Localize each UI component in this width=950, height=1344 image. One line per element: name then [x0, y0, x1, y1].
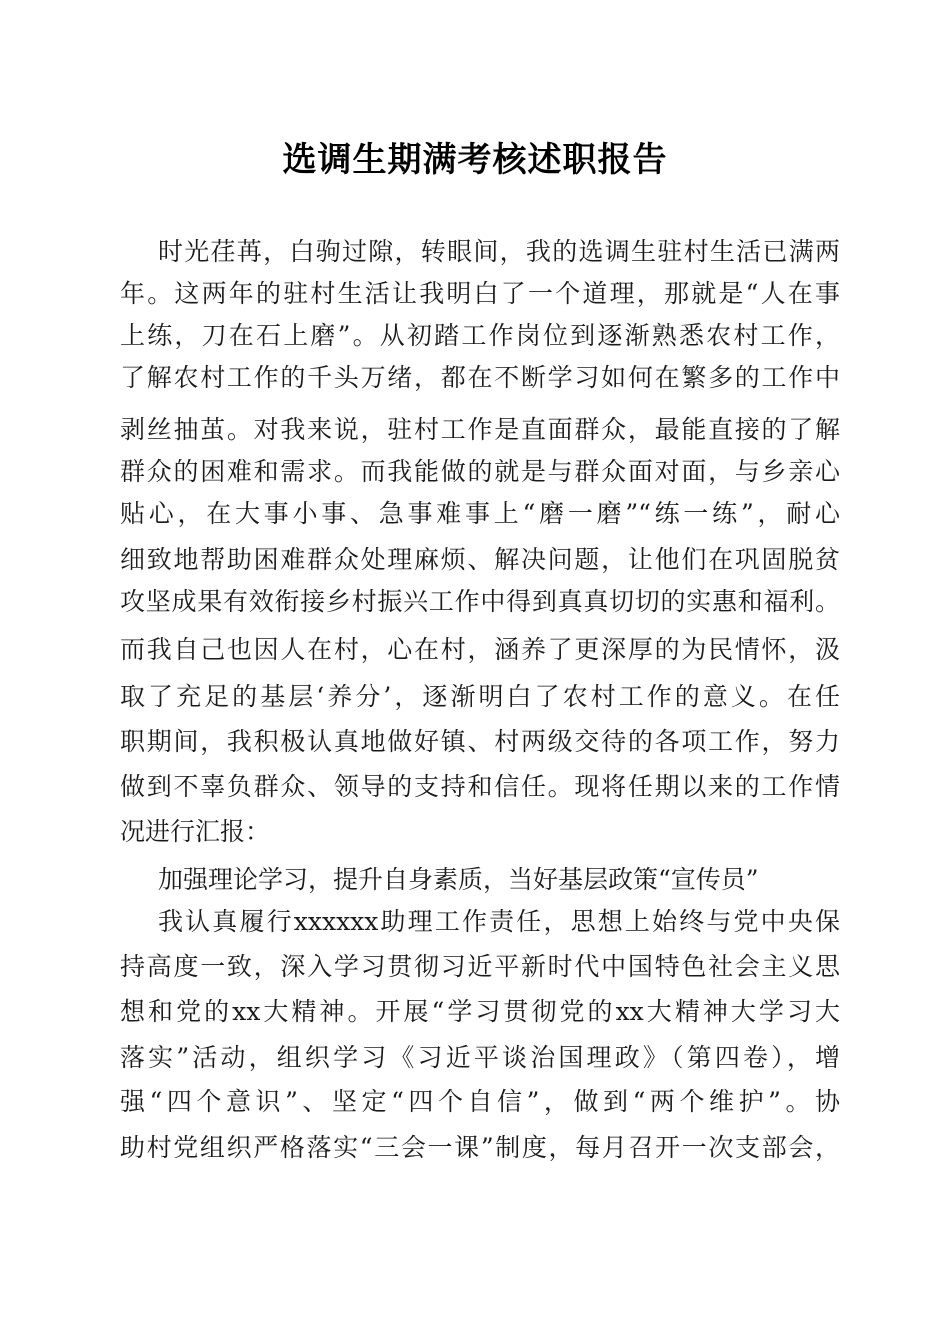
paragraph-line-17: 想和党的xx大精神。开展“学习贯彻党的xx大精神大学习大 — [120, 997, 840, 1026]
paragraph-line-7: 贴心，在大事小事、急事难事上“磨一磨”“练一练”，耐心 — [120, 499, 840, 528]
paragraph-line-11: 取了充足的基层‘养分’，逐渐明白了农村工作的意义。在任 — [120, 682, 840, 711]
paragraph-line-4: 了解农村工作的千头万绪，都在不断学习如何在繁多的工作中 — [120, 363, 840, 392]
section-heading: 加强理论学习，提升自身素质，当好基层政策“宣传员” — [158, 865, 759, 894]
paragraph-line-19: 强“四个意识”、坚定“四个自信”，做到“两个维护”。协 — [120, 1087, 840, 1116]
paragraph-line-1: 时光荏苒，白驹过隙，转眼间，我的选调生驻村生活已满两 — [158, 237, 840, 266]
paragraph-line-14: 况进行汇报： — [120, 817, 271, 846]
paragraph-line-18: 落实”活动，组织学习《习近平谈治国理政》（第四卷），增 — [120, 1043, 840, 1072]
paragraph-line-5: 剥丝抽茧。对我来说，驻村工作是直面群众，最能直接的了解 — [120, 415, 840, 444]
paragraph-line-8: 细致地帮助困难群众处理麻烦、解决问题，让他们在巩固脱贫 — [120, 545, 840, 574]
paragraph-line-15: 我认真履行xxxxxx助理工作责任，思想上始终与党中央保 — [158, 907, 840, 936]
paragraph-line-13: 做到不辜负群众、领导的支持和信任。现将任期以来的工作情 — [120, 772, 840, 801]
paragraph-line-20: 助村党组织严格落实“三会一课”制度，每月召开一次支部会， — [120, 1133, 840, 1162]
paragraph-line-6: 群众的困难和需求。而我能做的就是与群众面对面，与乡亲心 — [120, 457, 840, 486]
paragraph-line-12: 职期间，我积极认真地做好镇、村两级交待的各项工作，努力 — [120, 727, 840, 756]
paragraph-line-16: 持高度一致，深入学习贯彻习近平新时代中国特色社会主义思 — [120, 952, 840, 981]
paragraph-line-3: 上练，刀在石上磨”。从初踏工作岗位到逐渐熟悉农村工作， — [120, 321, 840, 350]
paragraph-line-10: 而我自己也因人在村，心在村，涵养了更深厚的为民情怀，汲 — [120, 635, 840, 664]
document-title: 选调生期满考核述职报告 — [282, 140, 668, 180]
paragraph-line-2: 年。这两年的驻村生活让我明白了一个道理，那就是“人在事 — [120, 279, 840, 308]
paragraph-line-9: 攻坚成果有效衔接乡村振兴工作中得到真真切切的实惠和福利。 — [120, 587, 840, 616]
